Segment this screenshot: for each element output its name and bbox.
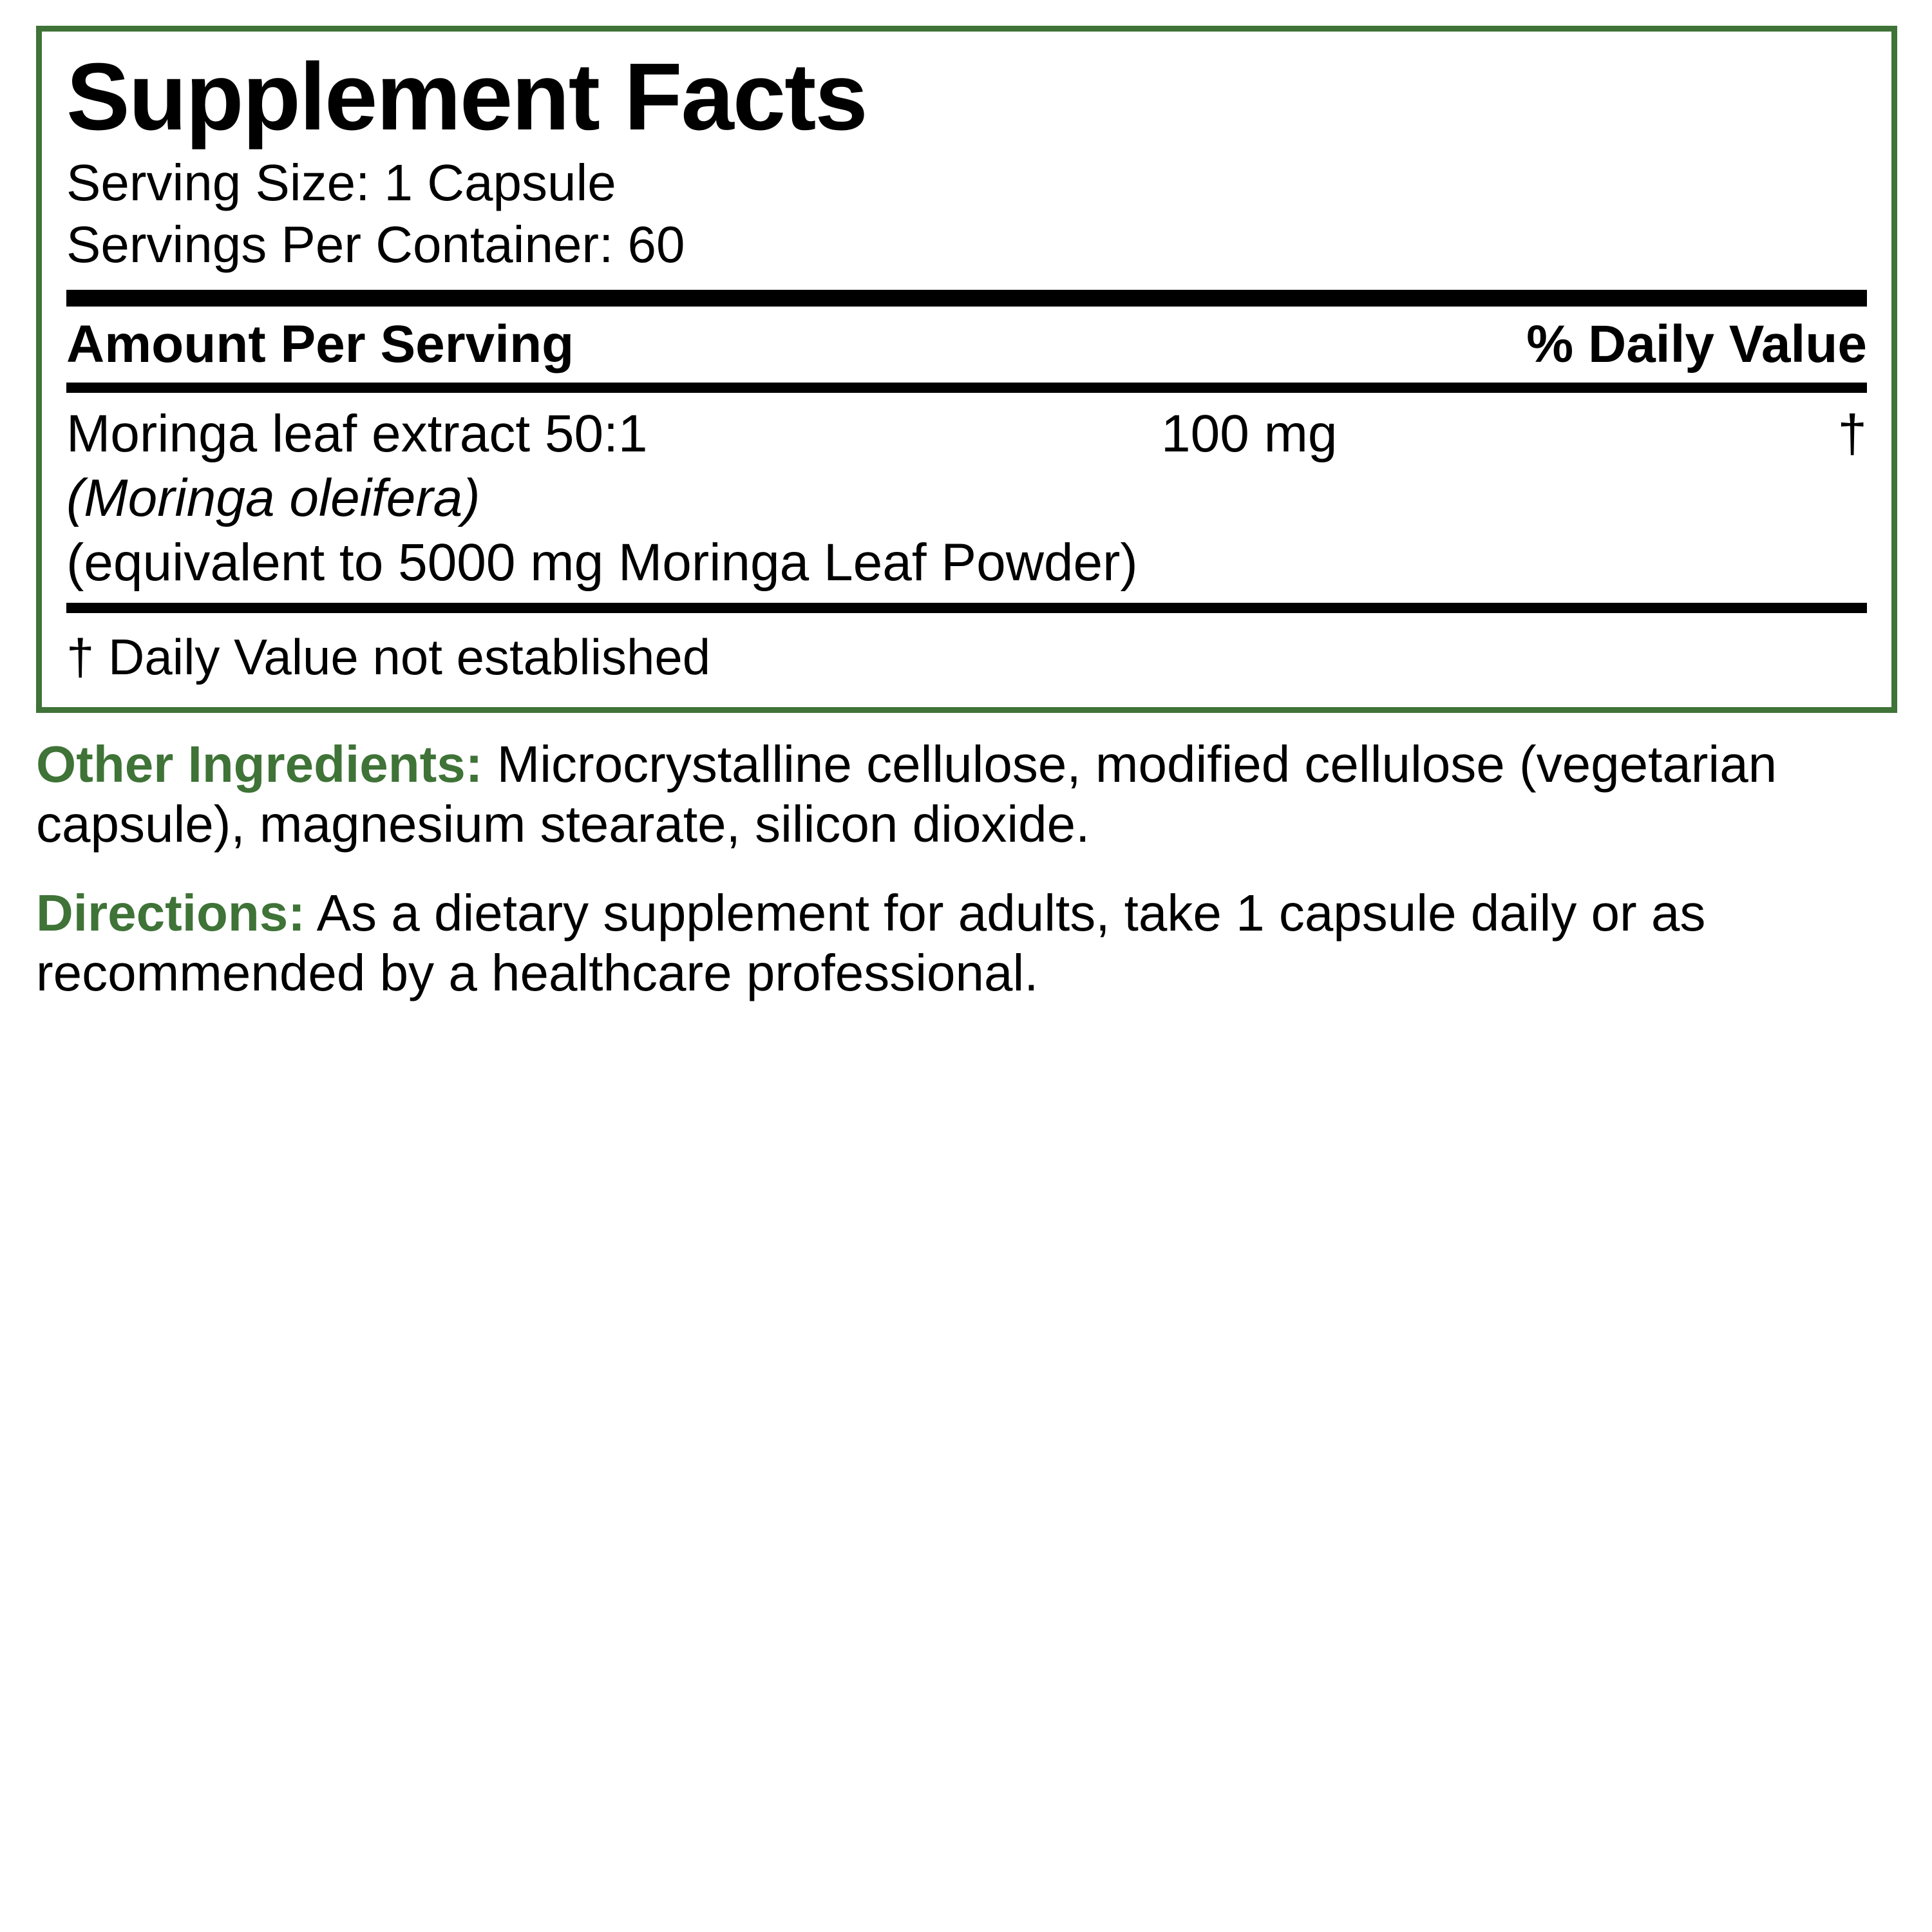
divider-medium xyxy=(66,383,1867,393)
directions-text: As a dietary supplement for adults, take 1 capsule daily or as recommended by a healthcare professional. xyxy=(36,884,1706,1002)
nutrient-daily-value: † xyxy=(1837,404,1867,464)
label-body-text xyxy=(36,713,1871,1003)
daily-value-footnote: † Daily Value not established xyxy=(66,629,711,686)
other-ingredients-paragraph xyxy=(36,735,1871,855)
nutrient-equivalent: (equivalent to 5000 mg Moringa Leaf Powder) xyxy=(66,533,1138,592)
directions-label: Directions: xyxy=(36,884,305,942)
nutrient-name: Moringa leaf extract 50:1 xyxy=(66,404,648,464)
header-daily-value: % Daily Value xyxy=(1526,314,1867,374)
divider-medium-bottom xyxy=(66,603,1867,613)
header-amount-per-serving: Amount Per Serving xyxy=(66,314,574,374)
other-ingredients-label: Other Ingredients: xyxy=(36,735,483,793)
servings-per-container: Servings Per Container: 60 xyxy=(66,215,685,273)
other-ingredients-text: Microcrystalline cellulose, modified cellulose (vegetarian capsule), magnesium stearate, silicon dioxide. xyxy=(36,735,1777,853)
divider-thick-top xyxy=(66,290,1867,307)
serving-size: Serving Size: 1 Capsule xyxy=(66,153,616,211)
nutrient-row xyxy=(66,393,1867,603)
supplement-facts-panel xyxy=(36,26,1897,713)
table-header-row xyxy=(66,307,1867,383)
panel-title: Supplement Facts xyxy=(66,44,867,150)
nutrient-amount: 100 mg xyxy=(1161,404,1338,464)
nutrient-latin-name: (Moringa oleifera) xyxy=(66,469,480,528)
directions-paragraph xyxy=(36,884,1871,1003)
